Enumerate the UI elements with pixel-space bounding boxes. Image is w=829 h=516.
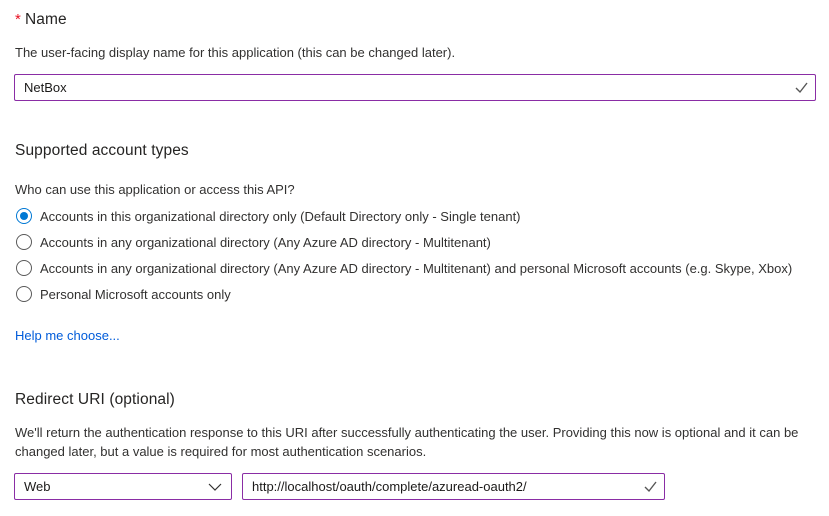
name-input[interactable] (14, 74, 816, 101)
radio-selected-icon[interactable] (16, 208, 32, 224)
platform-select[interactable] (14, 473, 232, 500)
radio-unselected-icon[interactable] (16, 286, 32, 302)
radio-unselected-icon[interactable] (16, 234, 32, 250)
radio-option-multitenant[interactable] (16, 229, 491, 255)
account-types-title: Supported account types (15, 142, 189, 159)
radio-option-personal-only[interactable] (16, 281, 231, 307)
radio-option-multitenant-personal[interactable] (16, 255, 792, 281)
help-me-choose-link[interactable]: Help me choose... (15, 328, 120, 343)
redirect-uri-input[interactable] (242, 473, 665, 500)
redirect-uri-description: We'll return the authentication response to this URI after successfully authenticating the user. Providing this now is optional and it can be changed later, but a value is required for most authentication scenarios. (15, 425, 799, 459)
radio-option-label: Accounts in any organizational directory (Any Azure AD directory - Multitenant) and personal Microsoft accounts (e.g. Skype, Xbox) (40, 260, 793, 276)
name-description: The user-facing display name for this application (this can be changed later). (15, 45, 456, 60)
radio-option-label: Accounts in this organizational directory only (Default Directory only - Single tenant) (40, 208, 521, 224)
redirect-uri-title: Redirect URI (optional) (15, 391, 175, 408)
radio-option-label: Personal Microsoft accounts only (40, 286, 231, 302)
platform-select-value: Web (24, 479, 51, 494)
chevron-down-icon (208, 481, 222, 493)
required-marker: * (15, 11, 21, 28)
name-section-title (15, 11, 67, 29)
radio-option-label: Accounts in any organizational directory (Any Azure AD directory - Multitenant) (40, 234, 491, 250)
account-types-question: Who can use this application or access this API? (15, 182, 295, 197)
name-label: Name (24, 11, 67, 28)
radio-option-single-tenant[interactable] (16, 203, 521, 229)
radio-unselected-icon[interactable] (16, 260, 32, 276)
